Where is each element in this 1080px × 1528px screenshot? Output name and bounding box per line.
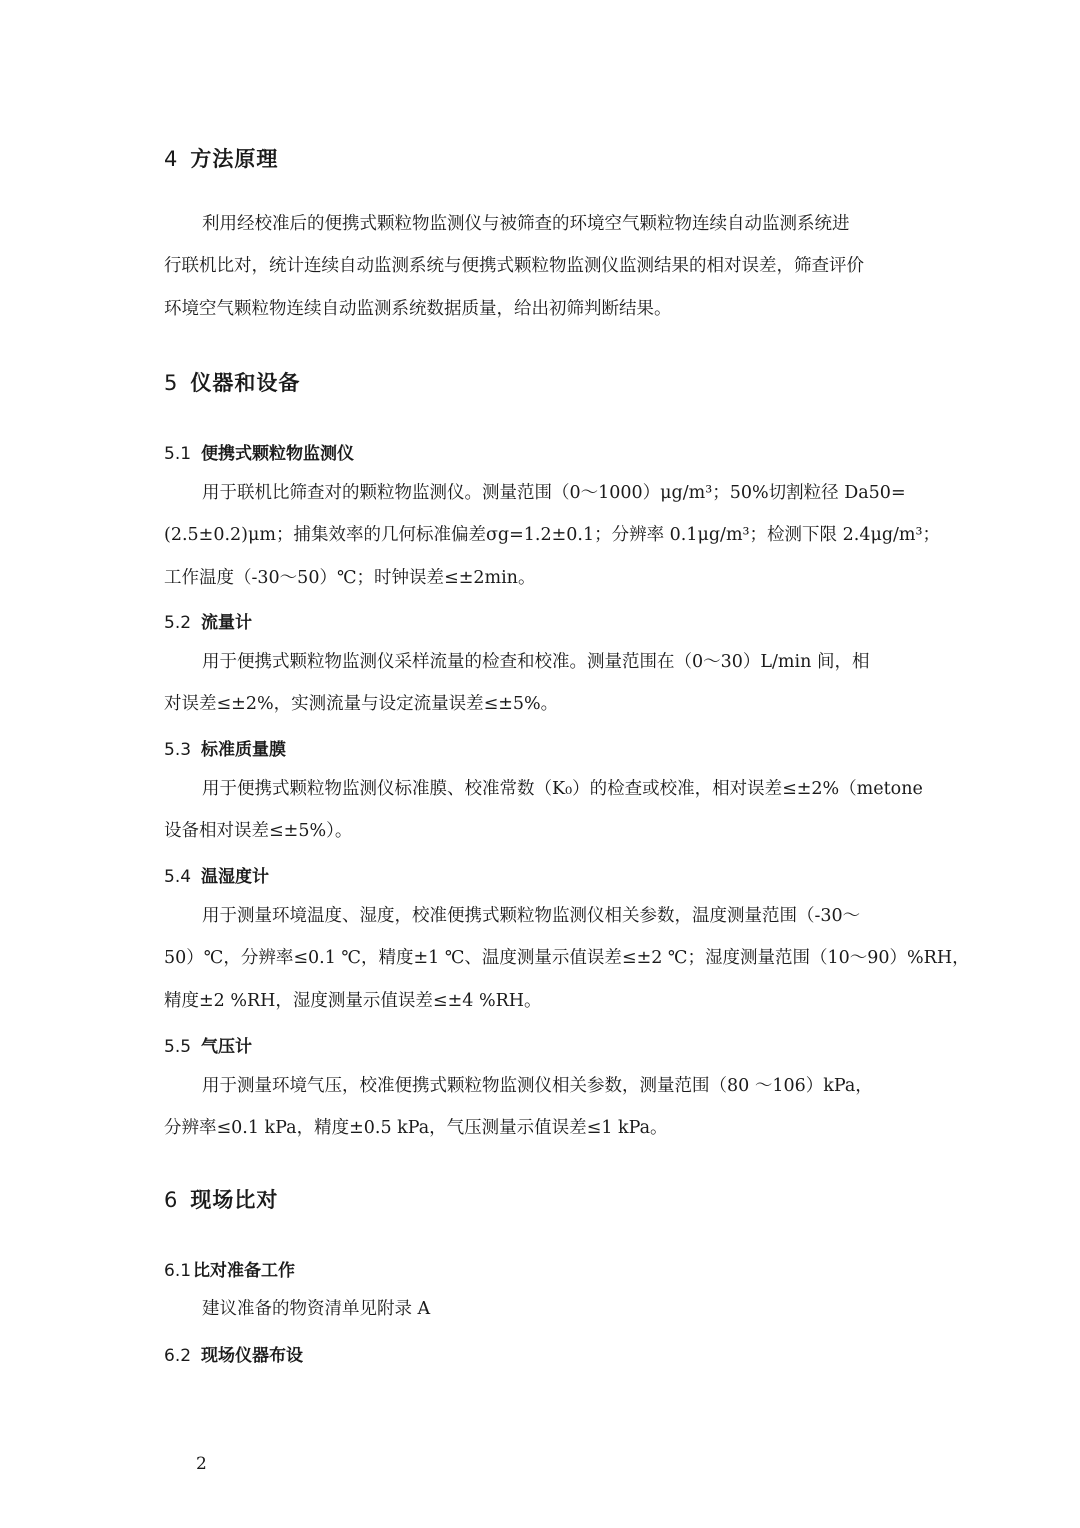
subsection-5-3-heading: 5.3 标准质量膜 xyxy=(164,740,287,760)
text-line: 建议准备的物资清单见附录 A xyxy=(202,1299,431,1319)
text-line: 用于便携式颗粒物监测仪标准膜、校准常数（K₀）的检查或校准，相对误差≤±2%（metone xyxy=(202,779,923,799)
text-line: (2.5±0.2)μm；捕集效率的几何标准偏差σg=1.2±0.1；分辨率 0.1μg/m³；检测下限 2.4μg/m³； xyxy=(164,525,941,546)
text-line: 用于便携式颗粒物监测仪采样流量的检查和校准。测量范围在（0～30）L/min 间，相 xyxy=(202,652,870,672)
subsection-6-1-paragraph xyxy=(164,1288,916,1330)
subsection-5-3-paragraph xyxy=(164,768,923,853)
page-number: 2 xyxy=(196,1454,207,1474)
text-line: 50）℃，分辨率≤0.1 ℃，精度±1 ℃、温度测量示值误差≤±2 ℃；湿度测量范围（10～90）%RH， xyxy=(164,948,970,969)
subsection-5-4-paragraph xyxy=(164,895,970,1022)
text-line: 对误差≤±2%，实测流量与设定流量误差≤±5%。 xyxy=(164,694,559,715)
text-line: 分辨率≤0.1 kPa，精度±0.5 kPa，气压测量示值误差≤1 kPa。 xyxy=(164,1118,668,1139)
subsection-6-1-heading: 6.1 比对准备工作 xyxy=(164,1261,296,1281)
subsection-5-5-paragraph xyxy=(164,1065,916,1150)
subsection-5-2-paragraph xyxy=(164,641,916,726)
subsection-5-2-heading: 5.2 流量计 xyxy=(164,613,253,633)
text-line: 工作温度（-30～50）℃；时钟误差≤±2min。 xyxy=(164,567,536,588)
subsection-5-5-heading: 5.5 气压计 xyxy=(164,1037,253,1057)
text-line: 用于联机比筛查对的颗粒物监测仪。测量范围（0～1000）μg/m³；50%切割粒径 Da50= xyxy=(202,483,906,503)
section-6-heading: 6 现场比对 xyxy=(164,1188,279,1212)
text-line: 用于测量环境气压，校准便携式颗粒物监测仪相关参数，测量范围（80 ～106）kPa， xyxy=(202,1076,873,1096)
subsection-5-1-paragraph xyxy=(164,472,941,599)
text-line: 设备相对误差≤±5%）。 xyxy=(164,821,353,842)
text-line: 用于测量环境温度、湿度，校准便携式颗粒物监测仪相关参数，温度测量范围（-30～ xyxy=(202,906,861,926)
section-5-heading: 5 仪器和设备 xyxy=(164,371,301,395)
text-line: 精度±2 %RH，湿度测量示值误差≤±4 %RH。 xyxy=(164,990,542,1011)
text-line: 利用经校准后的便携式颗粒物监测仪与被筛查的环境空气颗粒物连续自动监测系统进 xyxy=(202,214,850,234)
subsection-5-4-heading: 5.4 温湿度计 xyxy=(164,867,270,887)
section-4-heading: 4 方法原理 xyxy=(164,147,279,171)
subsection-5-1-heading: 5.1 便携式颗粒物监测仪 xyxy=(164,444,355,464)
section-4-paragraph xyxy=(164,203,916,330)
text-line: 行联机比对，统计连续自动监测系统与便携式颗粒物监测仪监测结果的相对误差，筛查评价 xyxy=(164,256,864,277)
subsection-6-2-heading: 6.2 现场仪器布设 xyxy=(164,1346,304,1366)
text-line: 环境空气颗粒物连续自动监测系统数据质量，给出初筛判断结果。 xyxy=(164,298,672,319)
